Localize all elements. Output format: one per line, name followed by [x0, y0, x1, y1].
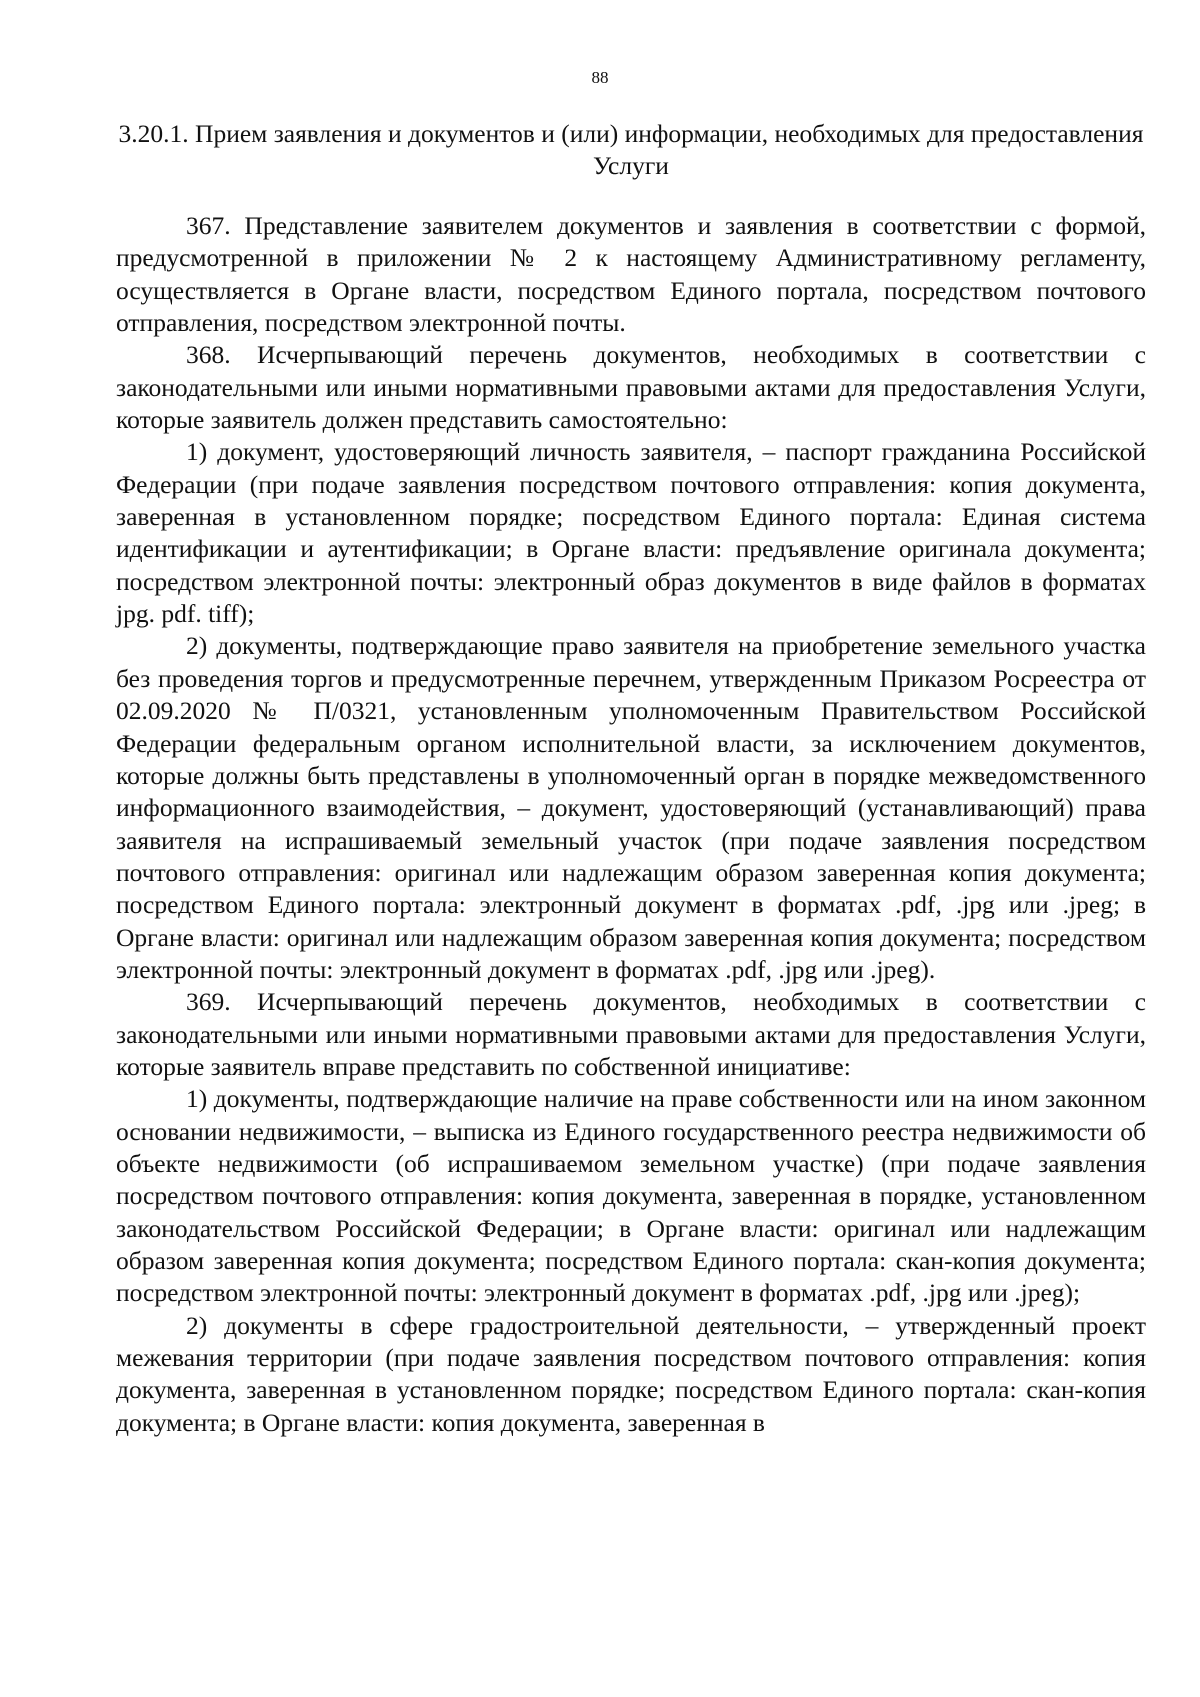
- section-heading: 3.20.1. Прием заявления и документов и (или) информации, необходимых для предоставления Услуги: [118, 119, 1144, 180]
- paragraph-369: 369. Исчерпывающий перечень документов, необходимых в соответствии с законодательными или иными нормативными правовыми актами для предоставления Услуги, которые заявитель вправе представить по собственной инициативе:: [116, 987, 1146, 1081]
- page-number: 88: [591, 68, 609, 87]
- paragraph-367: 367. Представление заявителем документов и заявления в соответствии с формой, предусмотренной в приложении № 2 к настоящему Административному регламенту, осуществляется в Органе власти, посредством Единого портала, посредством почтового отправления, посредством электронной почты.: [116, 211, 1146, 338]
- paragraph-368: 368. Исчерпывающий перечень документов, необходимых в соответствии с законодательными или иными нормативными правовыми актами для предоставления Услуги, которые заявитель должен представить самостоятельно:: [116, 340, 1146, 435]
- paragraph-368-item-1: 1) документ, удостоверяющий личность заявителя, – паспорт гражданина Российской Федерации (при подаче заявления посредством почтового отправления: копия документа, заверенная в установленном порядке; посредством Единого портала: Единая система идентификации и аутентификации; в Органе власти: предъявление оригинала документа; посредством электронной почты: электронный образ документов в виде файлов в форматах jpg. pdf. tiff);: [116, 437, 1146, 629]
- paragraph-368-item-2: 2) документы, подтверждающие право заявителя на приобретение земельного участка без проведения торгов и предусмотренные перечнем, утвержденным Приказом Росреестра от 02.09.2020 № П/0321, установленным уполномоченным Правительством Российской Федерации федеральным органом исполнительной власти, за исключением документов, которые должны быть представлены в уполномоченный орган в порядке межведомственного информационного взаимодействия, – документ, удостоверяющий (устанавливающий) права заявителя на испрашиваемый земельный участок (при подаче заявления посредством почтового отправления: оригинал или надлежащим образом заверенная копия документа; посредством Единого портала: электронный документ в форматах .pdf, .jpg или .jpeg; в Органе власти: оригинал или надлежащим образом заверенная копия документа; посредством электронной почты: электронный документ в форматах .pdf, .jpg или .jpeg).: [116, 631, 1146, 984]
- paragraph-369-item-2: 2) документы в сфере градостроительной деятельности, – утвержденный проект межевания территории (при подаче заявления посредством почтового отправления: копия документа, заверенная в установленном порядке; посредством Единого портала: скан-копия документа; в Органе власти: копия документа, заверенная в: [116, 1310, 1146, 1437]
- document-body: [116, 210, 1146, 1439]
- paragraph-369-item-1: 1) документы, подтверждающие наличие на праве собственности или на ином законном основании недвижимости, – выписка из Единого государственного реестра недвижимости об объекте недвижимости (об испрашиваемом земельном участке) (при подаче заявления посредством почтового отправления: копия документа, заверенная в порядке, установленном законодательством Российской Федерации; в Органе власти: оригинал или надлежащим образом заверенная копия документа; посредством Единого портала: скан-копия документа; посредством электронной почты: электронный документ в форматах .pdf, .jpg или .jpeg);: [116, 1084, 1146, 1308]
